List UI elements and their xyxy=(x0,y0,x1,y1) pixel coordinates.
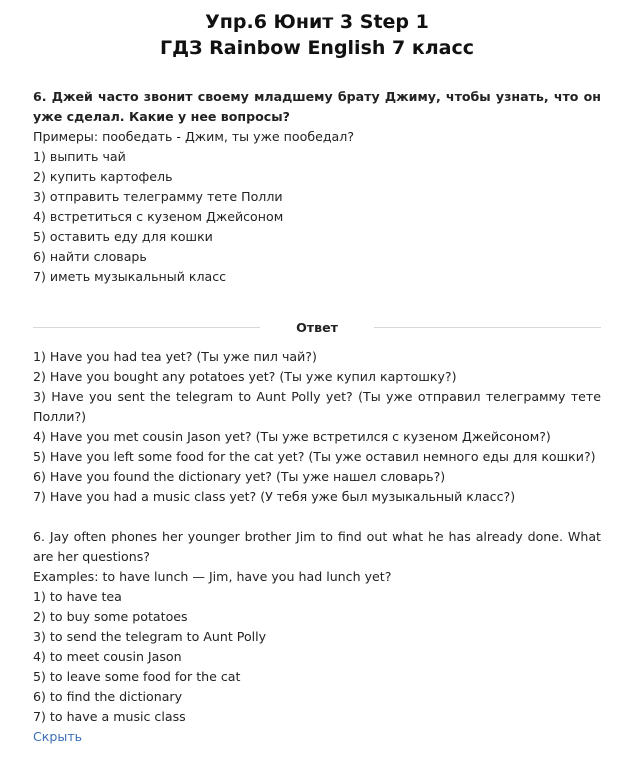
task-example-ru: Примеры: пообедать - Джим, ты уже пообедал? xyxy=(33,129,354,144)
task-item-ru: 6) найти словарь xyxy=(33,249,147,264)
task-item-en: 1) to have tea xyxy=(33,589,122,604)
task-item-en: 3) to send the telegram to Aunt Polly xyxy=(33,629,267,644)
answer-item: 3) Have you sent the telegram to Aunt Polly yet? (Ты уже отправил телеграмму тете Полли?) xyxy=(33,389,601,424)
task-english xyxy=(33,527,601,747)
task-item-ru: 1) выпить чай xyxy=(33,149,126,164)
hide-link[interactable]: Скрыть xyxy=(33,729,83,744)
task-item-en: 4) to meet cousin Jason xyxy=(33,649,182,664)
answer-item: 7) Have you had a music class yet? (У тебя уже был музыкальный класс?) xyxy=(33,489,516,504)
task-russian xyxy=(33,87,601,287)
answer-item: 5) Have you left some food for the cat yet? (Ты уже оставил немного еды для кошки?) xyxy=(33,449,596,464)
answer-item: 4) Have you met cousin Jason yet? (Ты уже встретился с кузеном Джейсоном?) xyxy=(33,429,551,444)
answer-item: 6) Have you found the dictionary yet? (Ты уже нашел словарь?) xyxy=(33,469,446,484)
page-title-line1: Упр.6 Юнит 3 Step 1 xyxy=(205,11,429,33)
task-item-ru: 4) встретиться с кузеном Джейсоном xyxy=(33,209,284,224)
task-example-en: Examples: to have lunch — Jim, have you had lunch yet? xyxy=(33,569,392,584)
answer-item: 2) Have you bought any potatoes yet? (Ты уже купил картошку?) xyxy=(33,369,457,384)
task-item-en: 2) to buy some potatoes xyxy=(33,609,188,624)
divider-rule-left xyxy=(33,327,260,328)
page-title-line2: ГДЗ Rainbow English 7 класс xyxy=(159,37,475,59)
task-question-ru: 6. Джей часто звонит своему младшему брату Джиму, чтобы узнать, что он уже сделал. Какие у нее вопросы? xyxy=(33,89,601,124)
answer-list xyxy=(33,347,601,507)
task-item-en: 5) to leave some food for the cat xyxy=(33,669,241,684)
task-item-ru: 7) иметь музыкальный класс xyxy=(33,269,227,284)
page-header xyxy=(33,0,601,65)
task-item-ru: 5) оставить еду для кошки xyxy=(33,229,213,244)
task-item-en: 6) to find the dictionary xyxy=(33,689,183,704)
answer-divider xyxy=(33,317,601,337)
task-item-en: 7) to have a music class xyxy=(33,709,186,724)
answer-item: 1) Have you had tea yet? (Ты уже пил чай?) xyxy=(33,349,317,364)
task-question-en: 6. Jay often phones her younger brother Jim to find out what he has already done. What are her questions? xyxy=(33,529,601,564)
task-item-ru: 3) отправить телеграмму тете Полли xyxy=(33,189,283,204)
task-item-ru: 2) купить картофель xyxy=(33,169,173,184)
answer-heading: Ответ xyxy=(296,319,338,335)
divider-rule-right xyxy=(374,327,601,328)
